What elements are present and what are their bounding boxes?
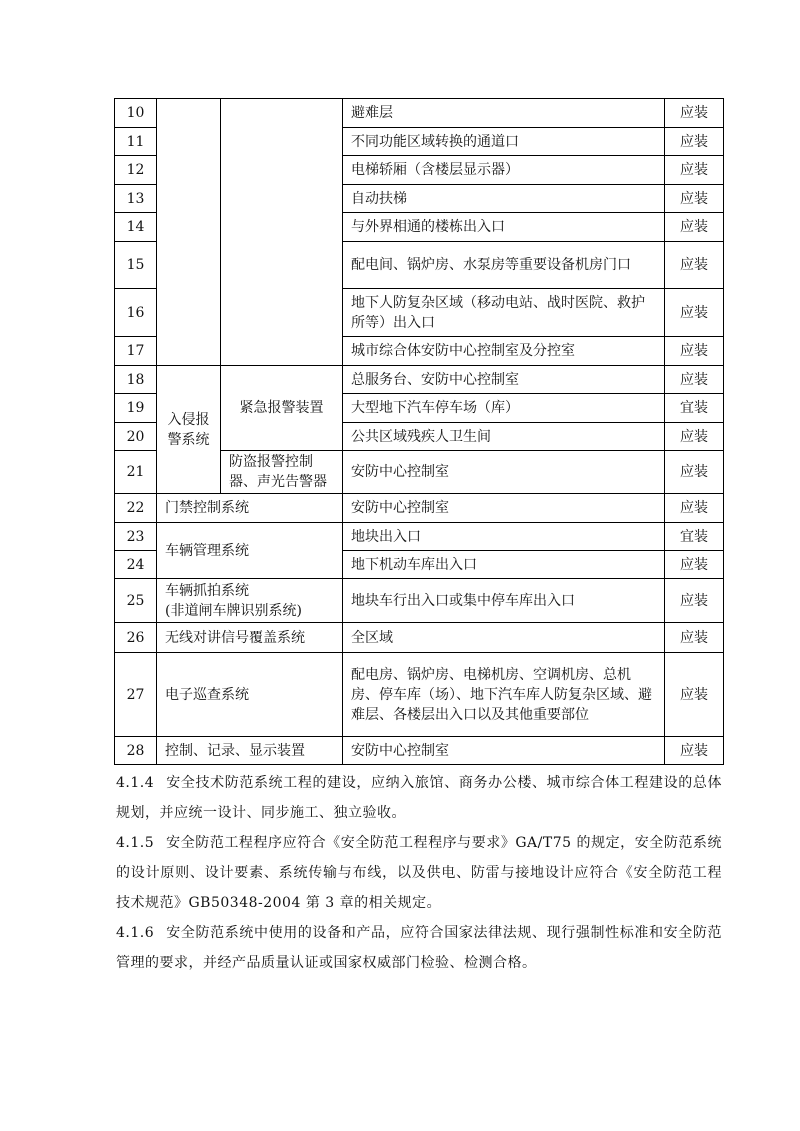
requirement-cell: 应装 — [665, 366, 724, 394]
row-number: 23 — [115, 523, 157, 551]
system-cell: 门禁控制系统 — [157, 494, 343, 523]
location-cell: 安防中心控制室 — [343, 451, 665, 494]
row-number: 11 — [115, 128, 157, 156]
location-cell: 地下人防复杂区域（移动电站、战时医院、救护所等）出入口 — [343, 289, 665, 337]
requirement-cell: 应装 — [665, 128, 724, 156]
location-cell: 全区域 — [343, 623, 665, 653]
row-number: 26 — [115, 623, 157, 653]
clause-text — [116, 768, 722, 978]
row-number: 27 — [115, 653, 157, 737]
table-row — [115, 366, 724, 394]
clause-paragraph — [116, 918, 722, 978]
requirement-cell: 应装 — [665, 653, 724, 737]
requirement-cell: 应装 — [665, 551, 724, 579]
location-cell: 安防中心控制室 — [343, 737, 665, 765]
requirement-cell: 应装 — [665, 423, 724, 451]
requirement-cell: 应装 — [665, 623, 724, 653]
row-number: 28 — [115, 737, 157, 765]
requirement-cell: 应装 — [665, 451, 724, 494]
location-cell: 安防中心控制室 — [343, 494, 665, 523]
requirement-cell: 应装 — [665, 213, 724, 242]
row-number: 13 — [115, 185, 157, 213]
system-name-note: (非道闸车牌识别系统) — [165, 602, 302, 619]
system-cell: 无线对讲信号覆盖系统 — [157, 623, 343, 653]
location-cell: 配电房、锅炉房、电梯机房、空调机房、总机房、停车库（场）、地下汽车库人防复杂区域、避难层、各楼层出入口以及其他重要部位 — [343, 653, 665, 737]
row-number: 16 — [115, 289, 157, 337]
requirement-cell: 应装 — [665, 156, 724, 185]
location-cell: 配电间、锅炉房、水泵房等重要设备机房门口 — [343, 242, 665, 289]
clause-paragraph — [116, 828, 722, 918]
row-number: 18 — [115, 366, 157, 394]
table-row — [115, 623, 724, 653]
system-cell: 入侵报警系统 — [157, 366, 221, 494]
clause-number: 4.1.5 — [116, 835, 155, 851]
device-cell: 防盗报警控制器、声光告警器 — [221, 451, 343, 494]
system-cell — [157, 579, 343, 623]
row-number: 21 — [115, 451, 157, 494]
location-cell: 城市综合体安防中心控制室及分控室 — [343, 337, 665, 366]
location-cell: 与外界相通的楼栋出入口 — [343, 213, 665, 242]
clause-number: 4.1.4 — [116, 775, 155, 791]
device-cell-empty — [221, 99, 343, 366]
system-cell-empty — [157, 99, 221, 366]
row-number: 22 — [115, 494, 157, 523]
row-number: 20 — [115, 423, 157, 451]
location-cell: 自动扶梯 — [343, 185, 665, 213]
system-name-line: 车辆抓拍系统 — [165, 582, 249, 599]
installation-table — [114, 98, 724, 765]
location-cell: 地块出入口 — [343, 523, 665, 551]
table-row — [115, 523, 724, 551]
clause-body: 安全防范工程程序应符合《安全防范工程程序与要求》GA/T75 的规定，安全防范系统的设计原则、设计要素、系统传输与布线，以及供电、防雷与接地设计应符合《安全防范工程技术规范》GB50348-2004 第 3 章的相关规定。 — [116, 835, 722, 911]
row-number: 12 — [115, 156, 157, 185]
location-cell: 总服务台、安防中心控制室 — [343, 366, 665, 394]
device-cell: 紧急报警装置 — [221, 366, 343, 451]
location-cell: 电梯轿厢（含楼层显示器） — [343, 156, 665, 185]
row-number: 25 — [115, 579, 157, 623]
clause-number: 4.1.6 — [116, 925, 155, 941]
location-cell: 地下机动车库出入口 — [343, 551, 665, 579]
table-row — [115, 653, 724, 737]
clause-paragraph — [116, 768, 722, 828]
row-number: 24 — [115, 551, 157, 579]
system-cell: 控制、记录、显示装置 — [157, 737, 343, 765]
requirement-cell: 应装 — [665, 337, 724, 366]
row-number: 15 — [115, 242, 157, 289]
clause-body: 安全技术防范系统工程的建设，应纳入旅馆、商务办公楼、城市综合体工程建设的总体规划，并应统一设计、同步施工、独立验收。 — [116, 775, 722, 821]
system-cell: 电子巡查系统 — [157, 653, 343, 737]
row-number: 19 — [115, 394, 157, 423]
table-row — [115, 737, 724, 765]
location-cell: 大型地下汽车停车场（库） — [343, 394, 665, 423]
table-row — [115, 579, 724, 623]
row-number: 10 — [115, 99, 157, 128]
requirement-cell: 应装 — [665, 99, 724, 128]
location-cell: 公共区域残疾人卫生间 — [343, 423, 665, 451]
row-number: 17 — [115, 337, 157, 366]
requirement-cell: 应装 — [665, 185, 724, 213]
location-cell: 地块车行出入口或集中停车库出入口 — [343, 579, 665, 623]
clause-body: 安全防范系统中使用的设备和产品，应符合国家法律法规、现行强制性标准和安全防范管理的要求，并经产品质量认证或国家权威部门检验、检测合格。 — [116, 925, 722, 971]
system-cell: 车辆管理系统 — [157, 523, 343, 579]
table-row — [115, 99, 724, 128]
requirement-cell: 应装 — [665, 242, 724, 289]
table-row — [115, 494, 724, 523]
location-cell: 不同功能区域转换的通道口 — [343, 128, 665, 156]
location-cell: 避难层 — [343, 99, 665, 128]
requirement-cell: 宜装 — [665, 523, 724, 551]
requirement-cell: 应装 — [665, 579, 724, 623]
requirement-cell: 应装 — [665, 289, 724, 337]
row-number: 14 — [115, 213, 157, 242]
requirement-cell: 应装 — [665, 737, 724, 765]
requirement-cell: 应装 — [665, 494, 724, 523]
requirement-cell: 宜装 — [665, 394, 724, 423]
